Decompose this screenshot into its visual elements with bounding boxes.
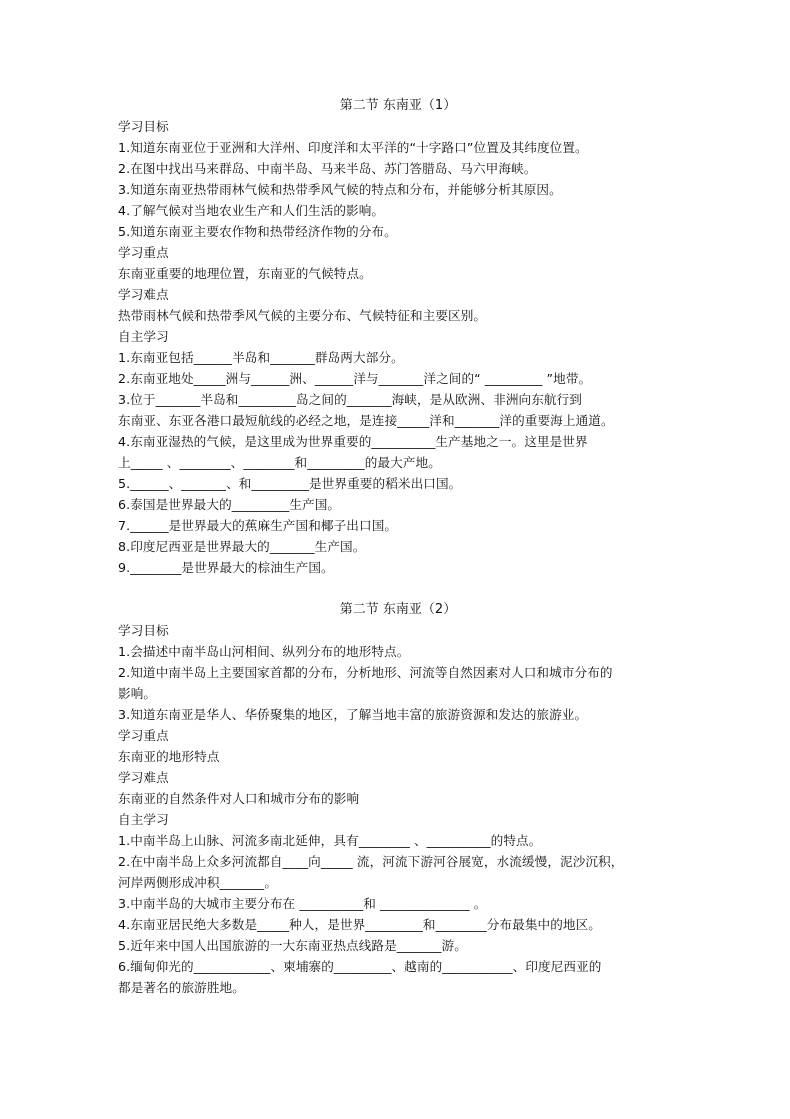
- section1-question-4: 4.东南亚湿热的气候，是这里成为世界重要的__________生产基地之一。这里是世界: [118, 434, 588, 449]
- section2-goal-1: 1.会描述中南半岛山河相间、纵列分布的地形特点。: [118, 644, 410, 659]
- section1-title: 第二节 东南亚（1）: [339, 98, 457, 113]
- section1-question-1: 1.东南亚包括______半岛和_______群岛两大部分。: [118, 350, 404, 365]
- section1-question-6: 6.泰国是世界最大的_________生产国。: [118, 497, 341, 512]
- section2-heading-self-study: 自主学习: [118, 812, 169, 827]
- section2-title: 第二节 东南亚（2）: [339, 602, 457, 617]
- section1-question-9: 9.________是世界最大的棕油生产国。: [118, 560, 334, 575]
- section1-question-3: 3.位于_______半岛和_________岛之间的_______海峡，是从欧洲、非洲向东航行到: [118, 392, 582, 407]
- section2-question-2-cont: 河岸两侧形成冲积_______。: [118, 875, 278, 890]
- section1-question-3-cont: 东南亚、东亚各港口最短航线的必经之地，是连接_____洋和_______洋的重要海上通道。: [118, 413, 614, 428]
- section1-question-5: 5.______、_______、和_________是世界重要的稻米出口国。: [118, 476, 462, 491]
- section2-difficulty-text: 东南亚的自然条件对人口和城市分布的影响: [118, 791, 360, 806]
- section1-keypoint-text: 东南亚重要的地理位置，东南亚的气候特点。: [118, 266, 372, 281]
- section1-heading-difficulties: 学习难点: [118, 287, 169, 302]
- section1-goal-2: 2.在图中找出马来群岛、中南半岛、马来半岛、苏门答腊岛、马六甲海峡。: [118, 161, 537, 176]
- section2-question-2: 2.在中南半岛上众多河流都自____向_____ 流，河流下游河谷展宽，水流缓慢，泥沙沉积，: [118, 854, 624, 869]
- section1-question-8: 8.印度尼西亚是世界最大的_______生产国。: [118, 539, 366, 554]
- section2-heading-keypoints: 学习重点: [118, 728, 169, 743]
- section1-goal-3: 3.知道东南亚热带雨林气候和热带季风气候的特点和分布，并能够分析其原因。: [118, 182, 562, 197]
- section2-heading-goals: 学习目标: [118, 623, 169, 638]
- section1-difficulty-text: 热带雨林气候和热带季风气候的主要分布、气候特征和主要区别。: [118, 308, 487, 323]
- section1-heading-keypoints: 学习重点: [118, 245, 169, 260]
- section1-goal-5: 5.知道东南亚主要农作物和热带经济作物的分布。: [118, 224, 397, 239]
- section2-question-5: 5.近年来中国人出国旅游的一大东南亚热点线路是_______游。: [118, 938, 467, 953]
- section2-goal-2-cont: 影响。: [118, 686, 157, 701]
- section1-heading-goals: 学习目标: [118, 119, 169, 134]
- section2-question-6-cont: 都是著名的旅游胜地。: [118, 980, 245, 995]
- section2-question-4: 4.东南亚居民绝大多数是_____种人，是世界_________和________分布最集中的地区。: [118, 917, 601, 932]
- section1-heading-self-study: 自主学习: [118, 329, 169, 344]
- section2-heading-difficulties: 学习难点: [118, 770, 169, 785]
- section2-question-3: 3.中南半岛的大城市主要分布在 __________和 ______________ 。: [118, 896, 487, 911]
- section2-goal-2: 2.知道中南半岛上主要国家首都的分布，分析地形、河流等自然因素对人口和城市分布的: [118, 665, 613, 680]
- section1-goal-4: 4.了解气候对当地农业生产和人们生活的影响。: [118, 203, 385, 218]
- section2-question-1: 1.中南半岛上山脉、河流多南北延伸，具有________ 、__________的特点。: [118, 833, 542, 848]
- section2-keypoint-text: 东南亚的地形特点: [118, 749, 220, 764]
- section1-goal-1: 1.知道东南亚位于亚洲和大洋州、印度洋和太平洋的“十字路口”位置及其纬度位置。: [118, 140, 588, 155]
- section2-goal-3: 3.知道东南亚是华人、华侨聚集的地区，了解当地丰富的旅游资源和发达的旅游业。: [118, 707, 588, 722]
- section1-question-7: 7.______是世界最大的蕉麻生产国和椰子出口国。: [118, 518, 398, 533]
- section2-question-6: 6.缅甸仰光的____________、柬埔寨的_________、越南的___________、印度尼西亚的: [118, 959, 602, 974]
- section1-question-2: 2.东南亚地处_____洲与______洲、______洋与_______洋之间的“ _________ ”地带。: [118, 371, 592, 386]
- section1-question-4-cont: 上_____ 、________、________和_________的最大产地。: [118, 455, 441, 470]
